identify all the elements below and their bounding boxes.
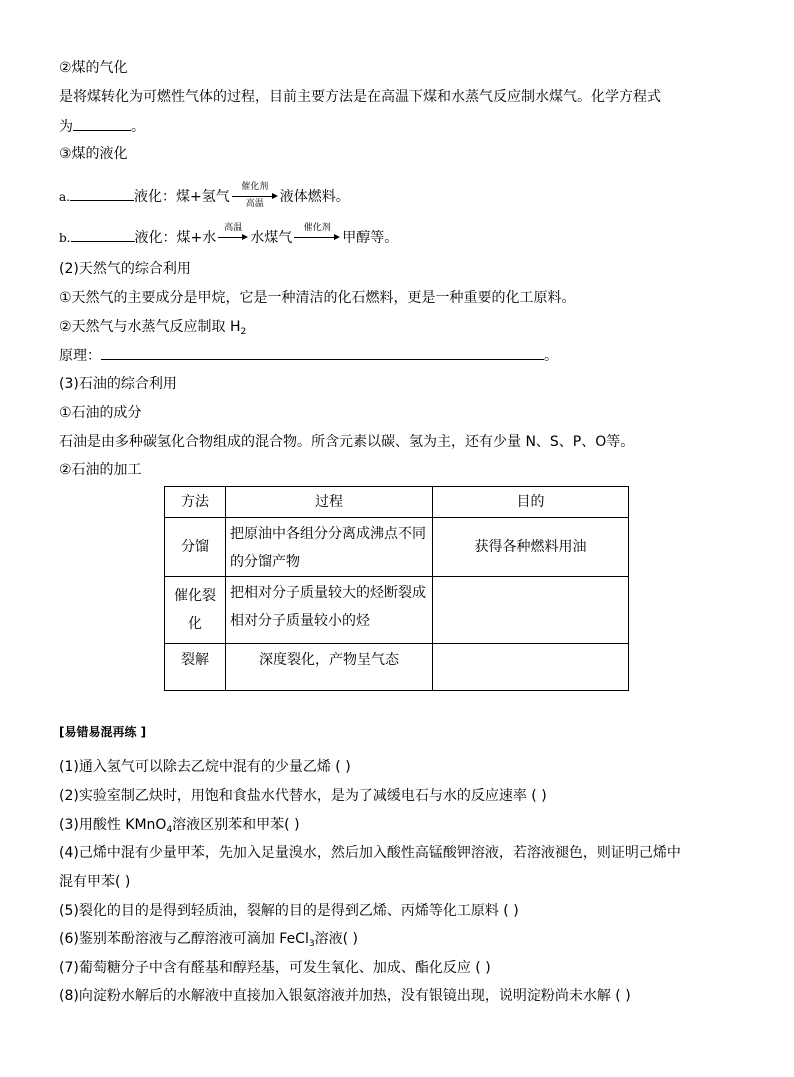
coal-liquid-a	[59, 182, 350, 212]
b-mid2: 水煤气	[250, 230, 293, 246]
table-header-process: 过程	[226, 487, 433, 518]
eq-blank[interactable]	[73, 116, 131, 131]
practice-item-6	[59, 929, 358, 954]
principle-line	[59, 345, 558, 366]
a-blank[interactable]	[70, 186, 134, 201]
table-header-method: 方法	[165, 487, 226, 518]
petroleum-processing-table	[164, 486, 629, 691]
eq-suffix: 。	[131, 119, 145, 135]
petroleum-composition: 石油是由多种碳氢化合物组成的混合物。所含元素以碳、氢为主，还有少量 N、S、P、O等。	[59, 434, 635, 450]
practice-item-2: (2)实验室制乙炔时，用饱和食盐水代替水，是为了减缓电石与水的反应速率 ( )	[59, 788, 547, 804]
item3-subscript: 4	[166, 825, 173, 835]
b-reaction-arrow-2	[294, 223, 340, 253]
table-cell-process: 把原油中各组分分离成沸点不同的分馏产物	[226, 518, 433, 577]
practice-item-7: (7)葡萄糖分子中含有醛基和醇羟基，可发生氧化、加成、酯化反应 ( )	[59, 960, 491, 976]
principle-blank[interactable]	[101, 345, 544, 360]
table-cell-purpose	[433, 577, 629, 644]
table-cell-process: 把相对分子质量较大的烃断裂成相对分子质量较小的烃	[226, 577, 433, 644]
practice-item-4: (4)己烯中混有少量甲苯，先加入足量溴水，然后加入酸性高锰酸钾溶液，若溶液褪色，则证明己烯中	[59, 845, 681, 861]
b-arrow2-top: 催化剂	[303, 223, 331, 233]
principle-end: 。	[544, 348, 558, 364]
natural-gas-item2	[59, 317, 246, 342]
item6-subscript: 3	[308, 939, 315, 949]
a-reaction-arrow	[232, 182, 278, 212]
table-cell-method: 催化裂化	[165, 577, 226, 644]
practice-item-5: (5)裂化的目的是得到轻质油，裂解的目的是得到乙烯、丙烯等化工原料 ( )	[59, 903, 519, 919]
b-reaction-arrow-1	[218, 223, 248, 253]
table-cell-purpose	[433, 644, 629, 691]
table-cell-method: 裂解	[165, 644, 226, 691]
petroleum-sub2: ②石油的加工	[59, 462, 142, 478]
a-mid: 液化：煤+氢气	[133, 189, 230, 205]
practice-title: [易错易混再练 ]	[59, 725, 147, 739]
table-row	[165, 644, 629, 691]
item3-tail: 溶液区别苯和甲苯( )	[172, 817, 300, 833]
practice-item-4-cont: 混有甲苯( )	[59, 874, 131, 890]
a-arrow-bot: 高温	[245, 199, 264, 209]
b-arrow1-top: 高温	[224, 223, 243, 233]
table-cell-process: 深度裂化，产物呈气态	[226, 644, 433, 691]
b-blank[interactable]	[71, 227, 135, 242]
natural-gas-heading: (2)天然气的综合利用	[59, 261, 191, 277]
item2-text: ②天然气与水蒸气反应制取 H	[59, 319, 241, 335]
b-end: 甲醇等。	[342, 230, 399, 246]
item6-text: (6)鉴别苯酚溶液与乙醇溶液可滴加 FeCl	[59, 931, 309, 947]
practice-item-3	[59, 815, 300, 840]
a-prefix: a.	[59, 190, 70, 204]
practice-item-8: (8)向淀粉水解后的水解液中直接加入银氨溶液并加热，没有银镜出现，说明淀粉尚未水解 ( )	[59, 988, 631, 1004]
table-cell-method: 分馏	[165, 518, 226, 577]
petroleum-heading: (3)石油的综合利用	[59, 376, 177, 392]
petroleum-sub1: ①石油的成分	[59, 405, 142, 421]
table-row	[165, 577, 629, 644]
b-prefix: b.	[59, 231, 71, 245]
coal-gas-text: 是将煤转化为可燃性气体的过程，目前主要方法是在高温下煤和水蒸气反应制水煤气。化学方程式	[59, 89, 661, 105]
item3-text: (3)用酸性 KMnO	[59, 817, 167, 833]
table-row	[165, 518, 629, 577]
natural-gas-item1: ①天然气的主要成分是甲烷，它是一种清洁的化石燃料，更是一种重要的化工原料。	[59, 290, 576, 306]
coal-gas-equation	[59, 116, 145, 137]
table-header-purpose: 目的	[433, 487, 629, 518]
b-mid: 液化：煤+水	[134, 230, 217, 246]
coal-gas-heading: ②煤的气化	[59, 60, 128, 76]
table-cell-purpose: 获得各种燃料用油	[433, 518, 629, 577]
table-header-row	[165, 487, 629, 518]
coal-liquid-heading: ③煤的液化	[59, 146, 128, 162]
principle-label: 原理：	[59, 348, 101, 364]
a-end: 液体燃料。	[279, 189, 350, 205]
a-arrow-top: 催化剂	[241, 182, 269, 192]
item2-subscript: 2	[240, 327, 247, 337]
practice-item-1: (1)通入氢气可以除去乙烷中混有的少量乙烯 ( )	[59, 759, 351, 775]
coal-liquid-b	[59, 223, 398, 253]
item6-tail: 溶液( )	[314, 931, 358, 947]
eq-prefix: 为	[59, 119, 73, 135]
